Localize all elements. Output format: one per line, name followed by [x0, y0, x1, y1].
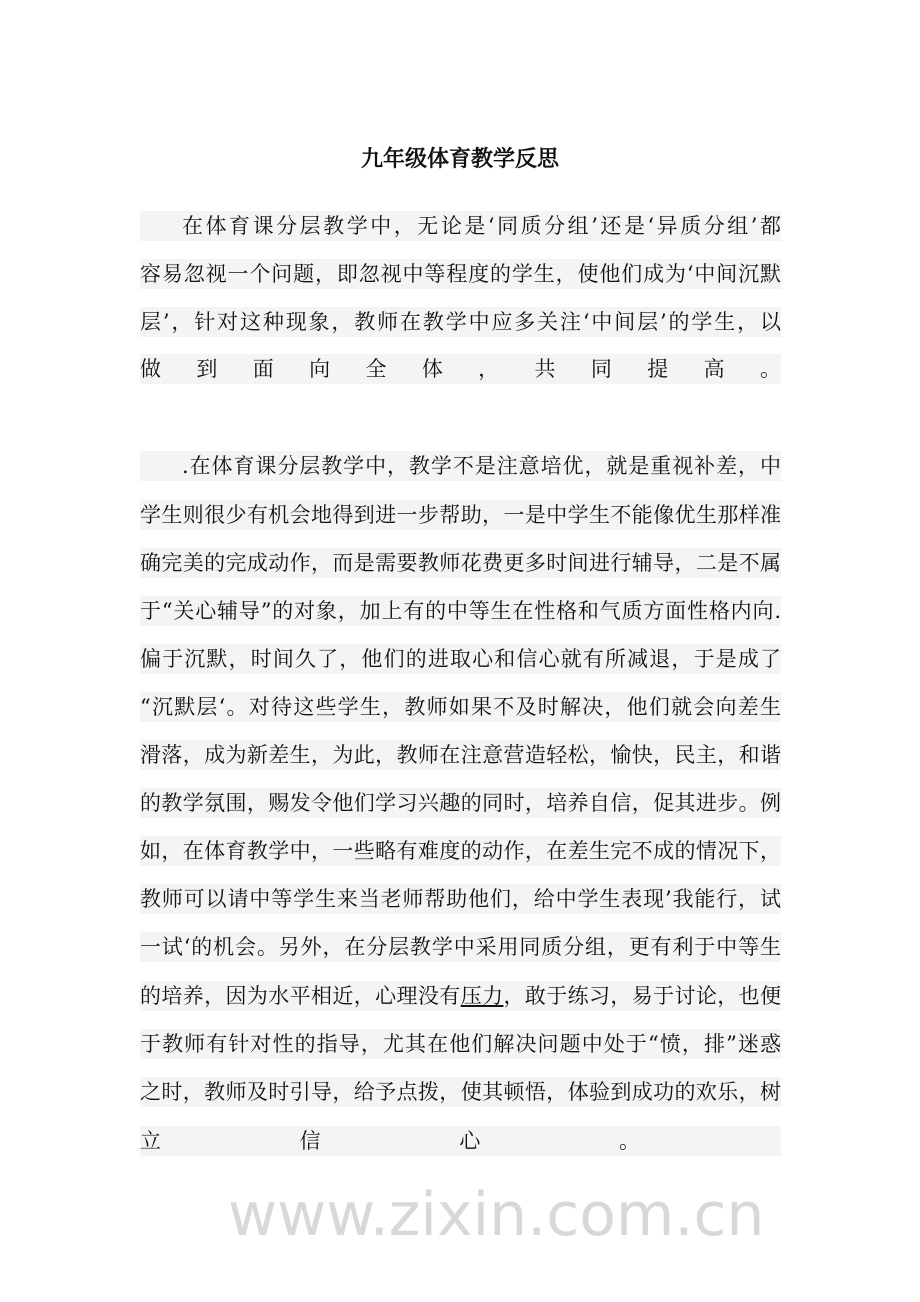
text-segment: ，敢于练习，易于讨论，也便 — [503, 984, 782, 1008]
text-line: 一试‘的机会。另外，在分层教学中采用同质分组，更有利于中等生 — [140, 932, 781, 962]
text-line: 的教学氛围，赐发令他们学习兴趣的同时，培养自信，促其进步。例 — [140, 788, 781, 818]
text-line — [140, 981, 781, 1011]
text-line: 确完美的完成动作，而是需要教师花费更多时间进行辅导，二是不属 — [140, 548, 781, 578]
text-segment: 的培养，因为水平相近，心理没有 — [140, 984, 461, 1008]
underlined-text: 压力 — [460, 984, 504, 1008]
text-line: 学生则很少有机会地得到进一步帮助，一是中学生不能像优生那样准 — [140, 500, 781, 530]
text-line: 于教师有针对性的指导，尤其在他们解决问题中处于“愤，排”迷惑 — [140, 1029, 781, 1059]
text-line: 层’，针对这种现象，教师在教学中应多关注‘中间层’的学生，以 — [140, 307, 781, 337]
text-line: 于“关心辅导”的对象，加上有的中等生在性格和气质方面性格内向. — [140, 596, 781, 626]
text-line: 滑落，成为新差生，为此，教师在注意营造轻松，愉快，民主，和谐 — [140, 740, 781, 770]
document-title: 九年级体育教学反思 — [360, 147, 559, 172]
text-line: “沉默层‘。对待这些学生，教师如果不及时解决，他们就会向差生 — [140, 692, 781, 722]
text-line: 之时，教师及时引导，给予点拨，使其顿悟，体验到成功的欢乐，树 — [140, 1077, 781, 1107]
text-line: 在体育课分层教学中，无论是‘同质分组’还是‘异质分组’都 — [140, 211, 781, 241]
text-line: 立信心。 — [140, 1126, 640, 1156]
text-line: 教师可以请中等学生来当老师帮助他们，给中学生表现’我能行，试 — [140, 884, 781, 914]
line-shading — [640, 1126, 781, 1156]
watermark: www.zixin.com.cn — [228, 1180, 765, 1250]
text-line: 容易忽视一个问题，即忽视中等程度的学生，使他们成为‘中间沉默 — [140, 259, 781, 289]
text-line: 做到面向全体，共同提高。 — [140, 354, 781, 384]
text-line: 偏于沉默，时间久了，他们的进取心和信心就有所减退，于是成了 — [140, 644, 781, 674]
text-line: 如，在体育教学中，一些略有难度的动作，在差生完不成的情况下， — [140, 836, 781, 866]
text-line: .在体育课分层教学中，教学不是注意培优，就是重视补差，中 — [140, 451, 781, 481]
